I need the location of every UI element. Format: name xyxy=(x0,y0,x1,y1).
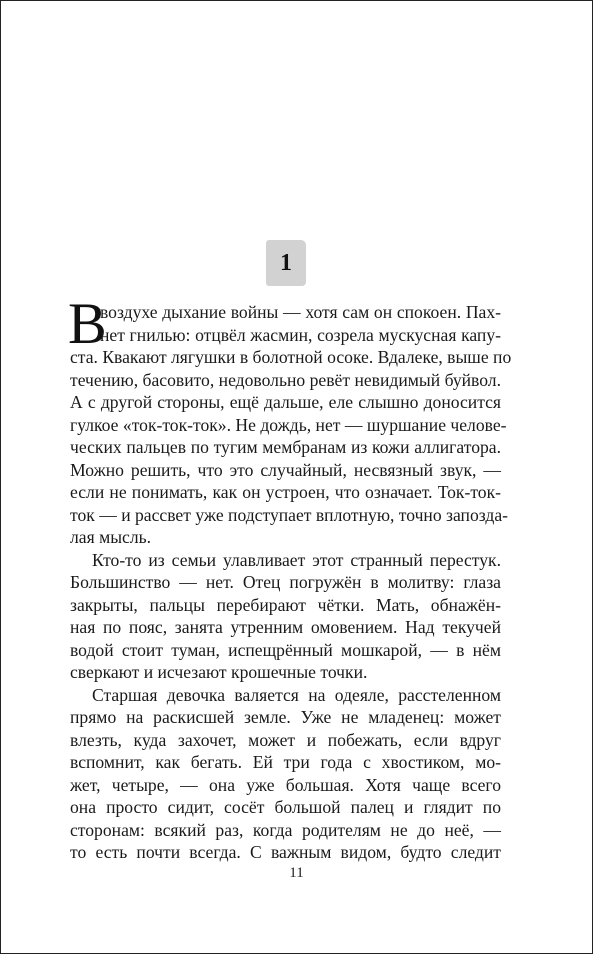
text-line: Старшая девочка валяется на одеяле, расстеленном xyxy=(92,684,501,705)
text-line: вспомнит, как бегать. Ей три года с хвостиком, мо- xyxy=(70,752,501,772)
text-line: Большинство — нет. Отец погружён в молитву: глаза xyxy=(70,572,501,592)
text-line: прямо на раскисшей земле. Уже не младенец: может xyxy=(70,707,501,727)
chapter-number: 1 xyxy=(280,250,292,276)
text-line: она просто сидит, сосёт большой палец и глядит по xyxy=(70,797,501,817)
page-number: 11 xyxy=(289,865,304,881)
text-line: водой стоит туман, испещрённый мошкарой, — в нём xyxy=(70,639,501,660)
text-line: если не понимать, как он устроен, что означает. Ток-ток- xyxy=(70,482,501,502)
chapter-badge xyxy=(266,240,306,286)
text-line: Кто-то из семьи улавливает этот странный перестук. xyxy=(92,549,501,570)
text-line: ная по пояс, занята утренним омовением. Над текучей xyxy=(70,617,501,637)
text-line: воздухе дыхание войны — хотя сам он спокоен. Пах- xyxy=(100,302,501,322)
drop-cap: В xyxy=(68,291,107,356)
text-line: нет гнилью: отцвёл жасмин, созрела мускусная капу- xyxy=(100,324,501,345)
text-line: гулкое «ток-ток-ток». Не дождь, нет — шуршание челове- xyxy=(70,414,507,435)
text-line: ческих пальцев по тугим мембранам из кожи аллигатора. xyxy=(70,437,501,457)
text-line: ток — и рассвет уже подступает вплотную, точно запозда- xyxy=(70,504,509,525)
text-line: Можно решить, что это случайный, несвязный звук, — xyxy=(70,459,501,480)
text-line: течению, басовито, недовольно ревёт невидимый буйвол. xyxy=(70,369,501,390)
text-line: лая мысль. xyxy=(70,527,152,547)
text-line: жет, четыре, — она уже большая. Хотя чаще всего xyxy=(70,774,501,795)
text-line: влезть, куда захочет, может и побежать, если вдруг xyxy=(70,729,501,750)
text-line: сторонам: всякий раз, когда родителям не до неё, — xyxy=(70,819,501,840)
text-line: то есть почти всегда. С важным видом, будто следит xyxy=(70,842,501,862)
text-line: сверкают и исчезают крошечные точки. xyxy=(70,662,368,682)
text-line: ста. Квакают лягушки в болотной осоке. Вдалеке, выше по xyxy=(70,347,512,367)
text-line: закрыты, пальцы перебирают чётки. Мать, обнажён- xyxy=(70,594,501,615)
text-line: А с другой стороны, ещё дальше, еле слышно доносится xyxy=(70,392,501,412)
